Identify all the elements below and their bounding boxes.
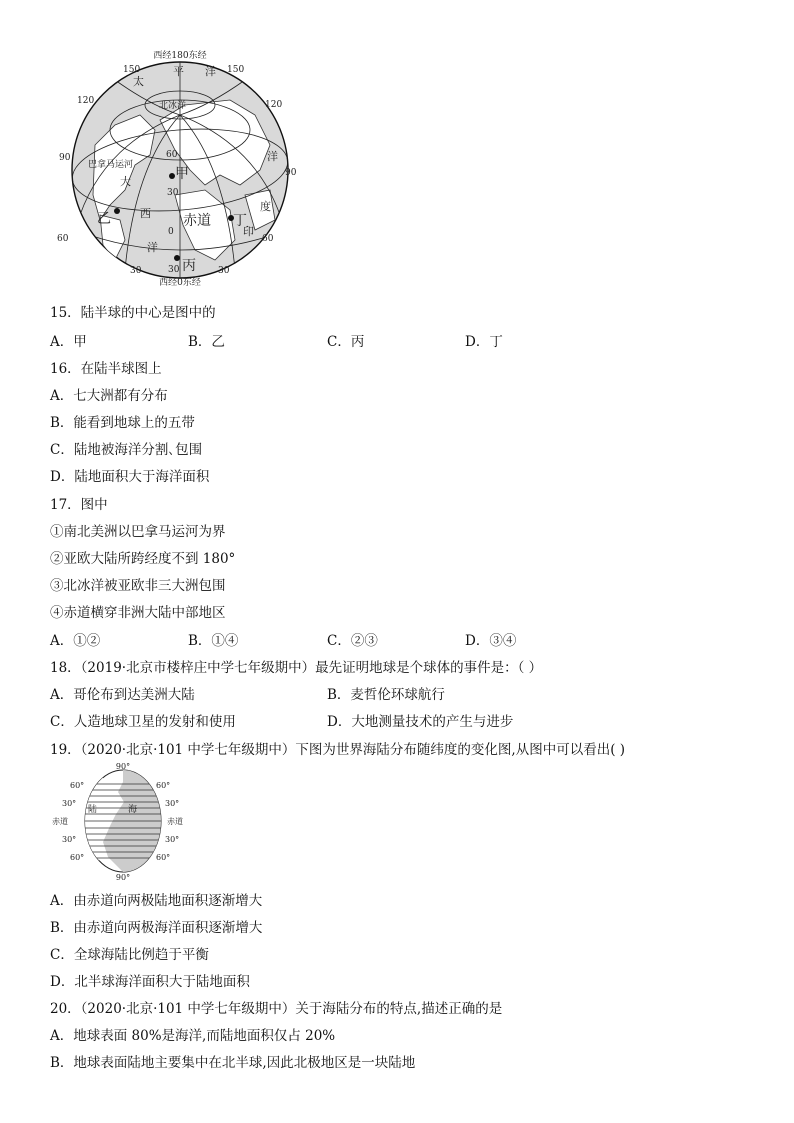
q18-stem: 18．（2019·北京市楼梓庄中学七年级期中）最先证明地球是个球体的事件是：（ ） [50, 660, 543, 676]
ocean-label: 西 [140, 207, 151, 220]
point-ding: 丁 [233, 213, 247, 229]
band-right-label: 60° [156, 853, 171, 862]
lon-label: 120 [265, 100, 283, 110]
q16-option-b[interactable]: B．能看到地球上的五带 [50, 415, 195, 431]
band-right-label: 30° [165, 835, 180, 844]
q16-option-a[interactable]: A．七大洲都有分布 [50, 388, 168, 404]
band-left-label: 30° [62, 835, 77, 844]
q18-option-a[interactable]: A．哥伦布到达美洲大陆 [50, 687, 195, 703]
lon-label: 90 [59, 153, 71, 163]
q20-option-b[interactable]: B．地球表面陆地主要集中在北半球,因此北极地区是一块陆地 [50, 1055, 416, 1071]
point-bing: 丙 [182, 258, 196, 274]
lon-label: 30 [130, 266, 142, 276]
q16-stem: 16．在陆半球图上 [50, 361, 162, 377]
q17-option-d[interactable]: D．③④ [465, 633, 517, 649]
lon-label: 150 [123, 65, 141, 75]
q20-option-a[interactable]: A．地球表面 80%是海洋,而陆地面积仅占 20% [50, 1028, 336, 1044]
ocean-label: 太 [133, 75, 144, 88]
lat-label: 30 [168, 265, 180, 275]
ocean-label: 洋 [147, 241, 158, 254]
q17-statement-4: ④赤道横穿非洲大陆中部地区 [50, 605, 226, 621]
q15-option-d[interactable]: D．丁 [465, 334, 503, 350]
ocean-label: 大 [120, 175, 131, 188]
ocean-label: 平 [173, 65, 184, 78]
q18-option-b[interactable]: B．麦哲伦环球航行 [327, 687, 445, 703]
equator-label: 赤道 [183, 213, 211, 229]
q15-option-a[interactable]: A．甲 [50, 334, 87, 350]
lon-label: 90 [285, 168, 297, 178]
band-left-label: 60° [70, 781, 85, 790]
band-left-label: 30° [62, 799, 77, 808]
band-right-label: 赤道 [167, 817, 183, 826]
lat-label: 30 [167, 188, 179, 198]
band-bottom-label: 90° [115, 873, 131, 880]
q19-option-c[interactable]: C．全球海陆比例趋于平衡 [50, 947, 209, 963]
panama-canal-label: 巴拿马运河 [88, 160, 134, 170]
band-top-label: 90° [115, 762, 131, 771]
ocean-label: 洋 [267, 150, 278, 163]
band-right-label: 60° [156, 781, 171, 790]
band-right-label: 30° [165, 799, 180, 808]
q18-option-c[interactable]: C．人造地球卫星的发射和使用 [50, 714, 236, 730]
q17-option-a[interactable]: A．①② [50, 633, 101, 649]
land-label: 陆 [88, 805, 98, 815]
q15-stem: 15．陆半球的中心是图中的 [50, 305, 216, 321]
q17-statement-1: ①南北美洲以巴拿马运河为界 [50, 524, 226, 540]
q16-option-d[interactable]: D．陆地面积大于海洋面积 [50, 469, 210, 485]
q17-stem: 17．图中 [50, 497, 108, 513]
globe-bottom-label: 西经0东经 [159, 278, 201, 288]
land-hemisphere-globe-figure [55, 45, 315, 290]
lat-label: 0 [168, 227, 174, 237]
q19-option-a[interactable]: A．由赤道向两极陆地面积逐渐增大 [50, 893, 263, 909]
q19-option-b[interactable]: B．由赤道向两极海洋面积逐渐增大 [50, 920, 263, 936]
lon-label: 30 [218, 266, 230, 276]
q16-option-c[interactable]: C．陆地被海洋分割､包围 [50, 442, 203, 458]
q15-option-b[interactable]: B．乙 [188, 334, 225, 350]
point-yi: 乙 [97, 211, 111, 227]
q20-stem: 20．（2020·北京·101 中学七年级期中）关于海陆分布的特点,描述正确的是 [50, 1001, 503, 1017]
globe-top-label: 西经180东经 [153, 51, 207, 61]
ocean-label: 印 [243, 225, 254, 238]
point-jia: 甲 [175, 166, 189, 182]
arctic-ocean-label: 北冰洋 [159, 101, 187, 111]
lon-label: 60 [262, 234, 274, 244]
q15-option-c[interactable]: C．丙 [327, 334, 365, 350]
q19-stem: 19．（2020·北京·101 中学七年级期中）下图为世界海陆分布随纬度的变化图,从图中可以看出( ) [50, 742, 626, 758]
q19-option-d[interactable]: D．北半球海洋面积大于陆地面积 [50, 974, 250, 990]
q17-statement-3: ③北冰洋被亚欧非三大洲包围 [50, 578, 226, 594]
q17-statement-2: ②亚欧大陆所跨经度不到 180° [50, 551, 236, 567]
lon-label: 150 [227, 65, 245, 75]
sea-label: 海 [128, 805, 138, 815]
lon-label: 60 [57, 234, 69, 244]
lon-label: 120 [77, 96, 95, 106]
land-sea-latitude-figure [48, 762, 198, 880]
q18-option-d[interactable]: D．大地测量技术的产生与进步 [327, 714, 514, 730]
ocean-label: 洋 [205, 65, 216, 78]
lat-label: 60 [166, 150, 178, 160]
ocean-label: 度 [260, 200, 271, 213]
band-left-label: 60° [70, 853, 85, 862]
band-left-label: 赤道 [52, 817, 68, 826]
q17-option-c[interactable]: C．②③ [327, 633, 378, 649]
q17-option-b[interactable]: B．①④ [188, 633, 239, 649]
